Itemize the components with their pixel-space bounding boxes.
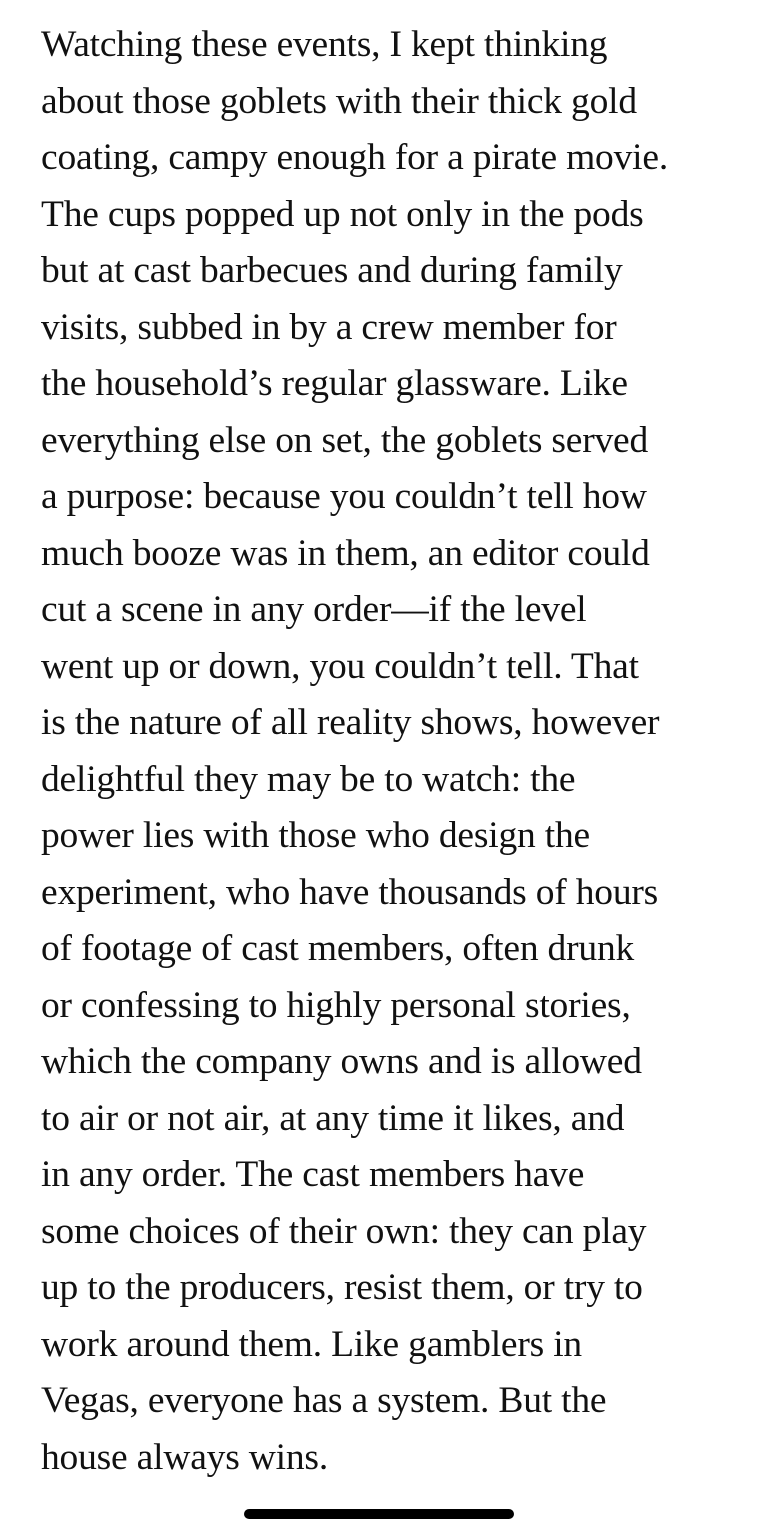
paragraph-line: up to the producers, resist them, or try to (41, 1267, 643, 1308)
paragraph-line: went up or down, you couldn’t tell. That (41, 645, 639, 687)
paragraph-line: The cups popped up not only in the pods (41, 193, 644, 235)
paragraph-line: of footage of cast members, often drunk (41, 928, 635, 969)
home-indicator-bar[interactable] (244, 1509, 514, 1519)
paragraph-line: to air or not air, at any time it likes, and (41, 1097, 625, 1139)
paragraph-line: but at cast barbecues and during family (41, 250, 623, 291)
paragraph-line: visits, subbed in by a crew member for (41, 306, 617, 348)
paragraph-line: house always wins. (41, 1436, 328, 1478)
paragraph-line: cut a scene in any order—if the level (41, 589, 587, 630)
article-paragraph (41, 17, 741, 1486)
paragraph-line: power lies with those who design the (41, 815, 590, 856)
paragraph-line: which the company owns and is allowed (41, 1041, 642, 1082)
paragraph-line: the household’s regular glassware. Like (41, 363, 628, 404)
paragraph-line: in any order. The cast members have (41, 1154, 585, 1195)
paragraph-line: or confessing to highly personal stories, (41, 984, 631, 1026)
paragraph-line: Watching these events, I kept thinking (41, 24, 608, 65)
paragraph-line: some choices of their own: they can play (41, 1210, 647, 1252)
paragraph-line: about those goblets with their thick gold (41, 80, 637, 122)
paragraph-line: Vegas, everyone has a system. But the (41, 1380, 607, 1421)
paragraph-line: experiment, who have thousands of hours (41, 871, 659, 913)
paragraph-line: everything else on set, the goblets served (41, 419, 649, 461)
paragraph-line: coating, campy enough for a pirate movie. (41, 137, 668, 178)
paragraph-line: is the nature of all reality shows, however (41, 702, 660, 743)
paragraph-line: delightful they may be to watch: the (41, 758, 576, 800)
paragraph-line: much booze was in them, an editor could (41, 532, 650, 574)
paragraph-line: work around them. Like gamblers in (41, 1323, 582, 1365)
paragraph-line: a purpose: because you couldn’t tell how (41, 476, 647, 517)
